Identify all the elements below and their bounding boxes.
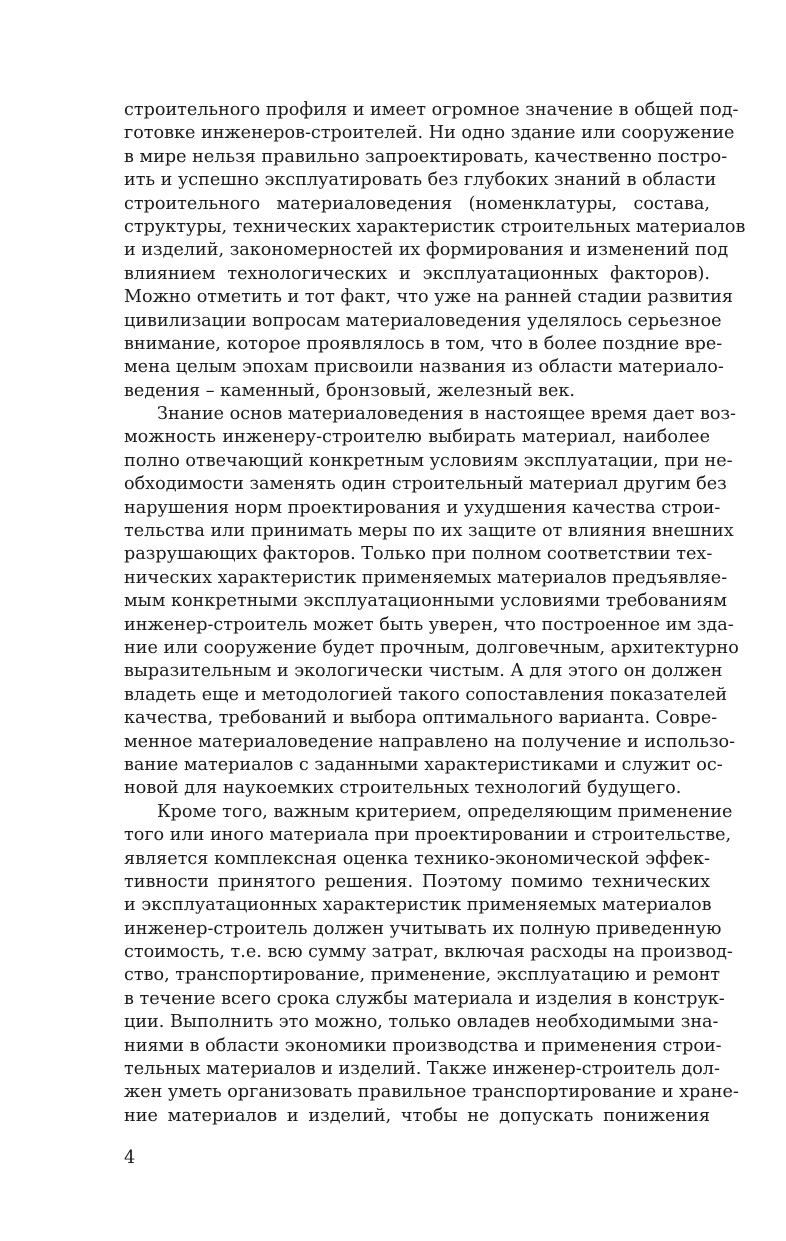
text-line: ство, транспортирование, применение, эксплуатацию и ремонт [124,965,721,986]
text-line: и изделий, закономерностей их формирования и изменений под [124,240,729,261]
text-line: ции. Выполнить это можно, только овладев необходимыми зна- [124,1012,719,1033]
text-line: ниями в области экономики производства и применения строи- [124,1035,722,1056]
text-line: инженер-строитель может быть уверен, что построенное им зда- [124,614,734,635]
text-line: качества, требований и выбора оптимального варианта. Совре- [124,708,718,729]
text-line: нических характеристик применяемых материалов предъявляе- [124,567,728,588]
text-line: тельства или принимать меры по их защите от влияния внешних [124,521,734,542]
text-line: того или иного материала при проектировании и строительстве, [124,825,732,846]
text-line: цивилизации вопросам материаловедения уделялось серьезное [124,310,722,331]
text-line: стоимость, т.е. всю сумму затрат, включая расходы на производ- [124,942,733,963]
text-line: ведения – каменный, бронзовый, железный век. [124,380,575,401]
text-line: вание материалов с заданными характеристиками и служит ос- [124,754,723,775]
text-line: ние материалов и изделий, чтобы не допускать понижения [124,1105,710,1126]
paragraph-3 [124,801,739,1128]
text-line: готовке инженеров-строителей. Ни одно здание или сооружение [124,123,735,144]
text-line: мена целым эпохам присвоили названия из области материало- [124,357,724,378]
page-number: 4 [124,1148,136,1168]
text-line: обходимости заменять один строительный материал другим без [124,474,727,495]
text-line: тельных материалов и изделий. Также инженер-строитель дол- [124,1059,720,1080]
paragraph-2 [124,403,739,801]
text-line: инженер-строитель должен учитывать их полную приведенную [124,918,722,939]
text-line: Можно отметить и тот факт, что уже на ранней стадии развития [124,287,733,308]
text-line: мым конкретными эксплуатационными условиями требованиям [124,591,728,612]
text-line: в мире нельзя правильно запроектировать, качественно постро- [124,146,728,167]
text-line: является комплексная оценка технико-экономической эффек- [124,848,710,869]
text-line: в течение всего срока службы материала и изделия в конструк- [124,988,725,1009]
text-line: полно отвечающий конкретным условиям эксплуатации, при не- [124,450,733,471]
text-line: менное материаловедение направлено на получение и использо- [124,731,736,752]
text-line: и эксплуатационных характеристик применяемых материалов [124,895,712,916]
text-line: ить и успешно эксплуатировать без глубоких знаний в области [124,170,717,191]
text-line: Знание основ материаловедения в настоящее время дает воз- [157,404,736,425]
text-line: внимание, которое проявлялось в том, что в более поздние вре- [124,333,723,354]
text-line: структуры, технических характеристик строительных материалов [124,216,746,237]
text-line: жен уметь организовать правильное транспортирование и хране- [124,1082,739,1103]
text-line: владеть еще и методологией такого сопоставления показателей [124,684,728,705]
text-line: Кроме того, важным критерием, определяющим применение [157,801,733,822]
text-line: строительного профиля и имеет огромное значение в общей под- [124,100,739,120]
text-line: можность инженеру-строителю выбирать материал, наиболее [124,427,710,448]
text-line: нарушения норм проектирования и ухудшения качества строи- [124,497,721,518]
text-line: ние или сооружение будет прочным, долговечным, архитектурно [124,637,739,658]
text-line: разрушающих факторов. Только при полном соответствии тех- [124,544,713,565]
body-text [124,99,746,1128]
text-line: тивности принятого решения. Поэтому помимо технических [124,871,710,892]
paragraph-1 [124,99,746,403]
text-line: выразительным и экологически чистым. А для этого он должен [124,661,723,682]
text-line: новой для наукоемких строительных технологий будущего. [124,778,682,799]
text-line: строительного материаловедения (номенклатуры, состава, [124,193,710,214]
text-line: влиянием технологических и эксплуатационных факторов). [124,263,710,284]
